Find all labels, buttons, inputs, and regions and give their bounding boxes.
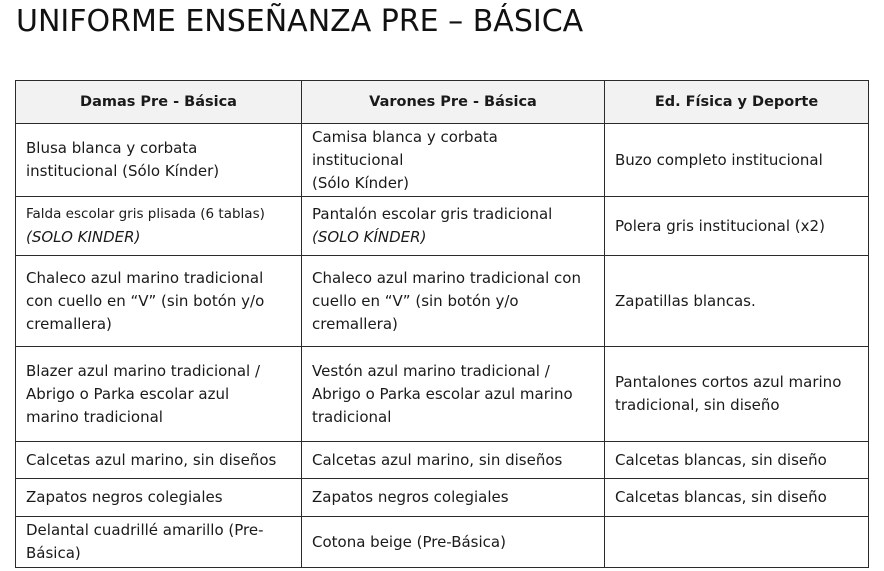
cell-text: Básica) <box>26 544 81 562</box>
uniform-table <box>15 80 869 568</box>
table-row <box>16 479 869 517</box>
cell-text: tradicional, sin diseño <box>615 396 780 414</box>
cell-deporte-empty <box>605 517 869 568</box>
cell-text: Calcetas blancas, sin diseño <box>615 488 827 506</box>
table-row <box>16 442 869 479</box>
header-deporte: Ed. Física y Deporte <box>605 81 869 124</box>
cell-text: (Sólo Kínder) <box>312 173 409 192</box>
header-varones: Varones Pre - Básica <box>302 81 605 124</box>
cell-text: cuello en “V” (sin botón y/o <box>312 291 519 310</box>
cell-varones <box>302 517 605 568</box>
cell-text: Zapatos negros colegiales <box>26 488 223 506</box>
table-row <box>16 197 869 256</box>
cell-damas <box>16 124 302 197</box>
cell-text: Chaleco azul marino tradicional con <box>312 268 581 287</box>
cell-text: Vestón azul marino tradicional / <box>312 361 550 380</box>
cell-text: Chaleco azul marino tradicional <box>26 268 264 287</box>
table-row <box>16 124 869 197</box>
cell-text: (SOLO KINDER) <box>26 228 141 246</box>
cell-deporte <box>605 256 869 347</box>
table-header-row <box>16 81 869 124</box>
cell-text: institucional <box>312 150 404 169</box>
header-damas: Damas Pre - Básica <box>16 81 302 124</box>
cell-deporte <box>605 124 869 197</box>
cell-text: Calcetas azul marino, sin diseños <box>312 450 563 469</box>
cell-damas <box>16 347 302 442</box>
cell-text: Cotona beige (Pre-Básica) <box>312 532 506 551</box>
cell-text: marino tradicional <box>26 407 163 426</box>
cell-text: Zapatos negros colegiales <box>312 488 509 506</box>
table-row <box>16 517 869 568</box>
cell-deporte <box>605 197 869 256</box>
cell-text: Calcetas azul marino, sin diseños <box>26 450 277 469</box>
cell-text: con cuello en “V” (sin botón y/o <box>26 291 265 310</box>
cell-varones <box>302 347 605 442</box>
cell-damas <box>16 442 302 479</box>
cell-text: cremallera) <box>26 314 112 333</box>
table-row <box>16 256 869 347</box>
cell-text: Pantalón escolar gris tradicional <box>312 205 553 223</box>
cell-text: Zapatillas blancas. <box>615 291 756 310</box>
cell-text: Calcetas blancas, sin diseño <box>615 450 827 469</box>
cell-text: Pantalones cortos azul marino <box>615 373 842 391</box>
cell-text: Blusa blanca y corbata <box>26 139 198 157</box>
cell-varones <box>302 256 605 347</box>
cell-damas <box>16 517 302 568</box>
cell-deporte <box>605 347 869 442</box>
table-row <box>16 347 869 442</box>
cell-text: Polera gris institucional (x2) <box>615 216 825 235</box>
cell-varones <box>302 442 605 479</box>
cell-varones <box>302 197 605 256</box>
cell-deporte <box>605 442 869 479</box>
cell-text: Delantal cuadrillé amarillo (Pre- <box>26 521 264 539</box>
cell-varones <box>302 479 605 517</box>
cell-damas <box>16 479 302 517</box>
cell-text: (SOLO KÍNDER) <box>312 228 427 246</box>
cell-text: Abrigo o Parka escolar azul <box>26 384 230 403</box>
cell-damas <box>16 256 302 347</box>
cell-text: institucional (Sólo Kínder) <box>26 162 220 180</box>
cell-text: Buzo completo institucional <box>615 150 823 169</box>
cell-text: Falda escolar gris plisada (6 tablas) <box>26 206 265 222</box>
cell-deporte <box>605 479 869 517</box>
cell-text: cremallera) <box>312 314 398 333</box>
page-title: UNIFORME ENSEÑANZA PRE – BÁSICA <box>16 4 584 39</box>
cell-text: tradicional <box>312 407 392 426</box>
cell-text: Abrigo o Parka escolar azul marino <box>312 384 573 403</box>
cell-varones <box>302 124 605 197</box>
cell-text: Camisa blanca y corbata <box>312 127 498 146</box>
cell-text: Blazer azul marino tradicional / <box>26 361 260 380</box>
cell-damas <box>16 197 302 256</box>
